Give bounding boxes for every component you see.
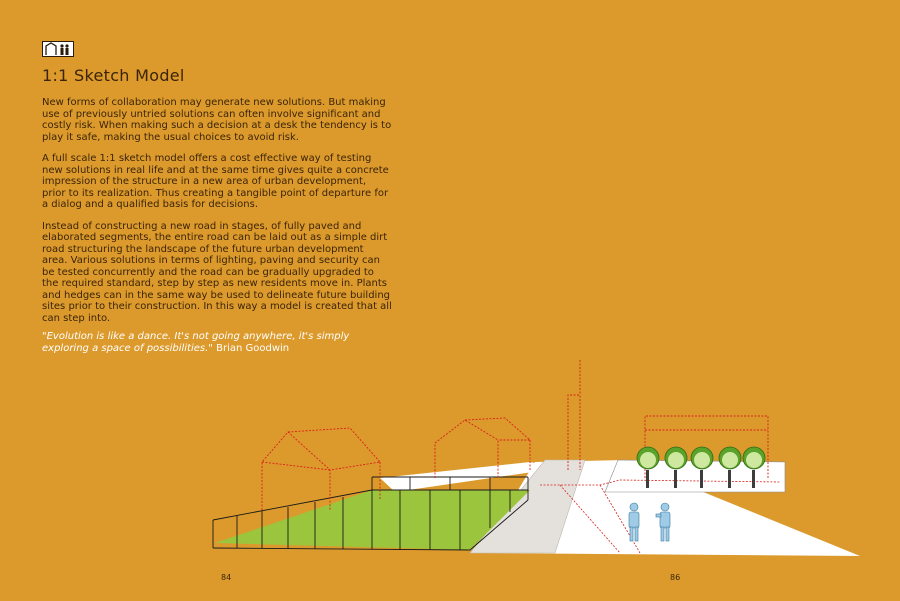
page-number-right: 86: [670, 573, 681, 582]
quote-text: "Evolution is like a dance. It's not going anywhere, it's simply exploring a space of possibilities.": [42, 331, 350, 354]
quote-author: Brian Goodwin: [216, 342, 290, 354]
paragraph: Instead of constructing a new road in stages, of fully paved and elaborated segments, the entire road can be laid out as a simple dirt road structuring the landscape of the future urban development area. Various solutions in terms of lighting, paving and security can be tested concurrently and the road can be gradually upgraded to the required standard, step by step as new residents move in. Plants and hedges can in the same way be used to delineate future building sites prior to their construction. In this way a model is created that all can step into.: [42, 220, 392, 324]
paragraph: A full scale 1:1 sketch model offers a cost effective way of testing new solutions in real life and at the same time gives quite a concrete impression of the structure in a new area of urban development, prior to its realization. Thus creating a tangible point of departure for a dialog and a qualified basis for decisions.: [42, 153, 389, 210]
page-number-left: 84: [221, 573, 232, 582]
page-title: 1:1 Sketch Model: [42, 66, 185, 85]
paragraph: New forms of collaboration may generate new solutions. But making use of previously untried solutions can often involve significant and costly risk. When making such a decision at a desk the tendency is to play it safe, making the usual choices to avoid risk.: [42, 97, 392, 143]
light-pole: [568, 360, 580, 470]
